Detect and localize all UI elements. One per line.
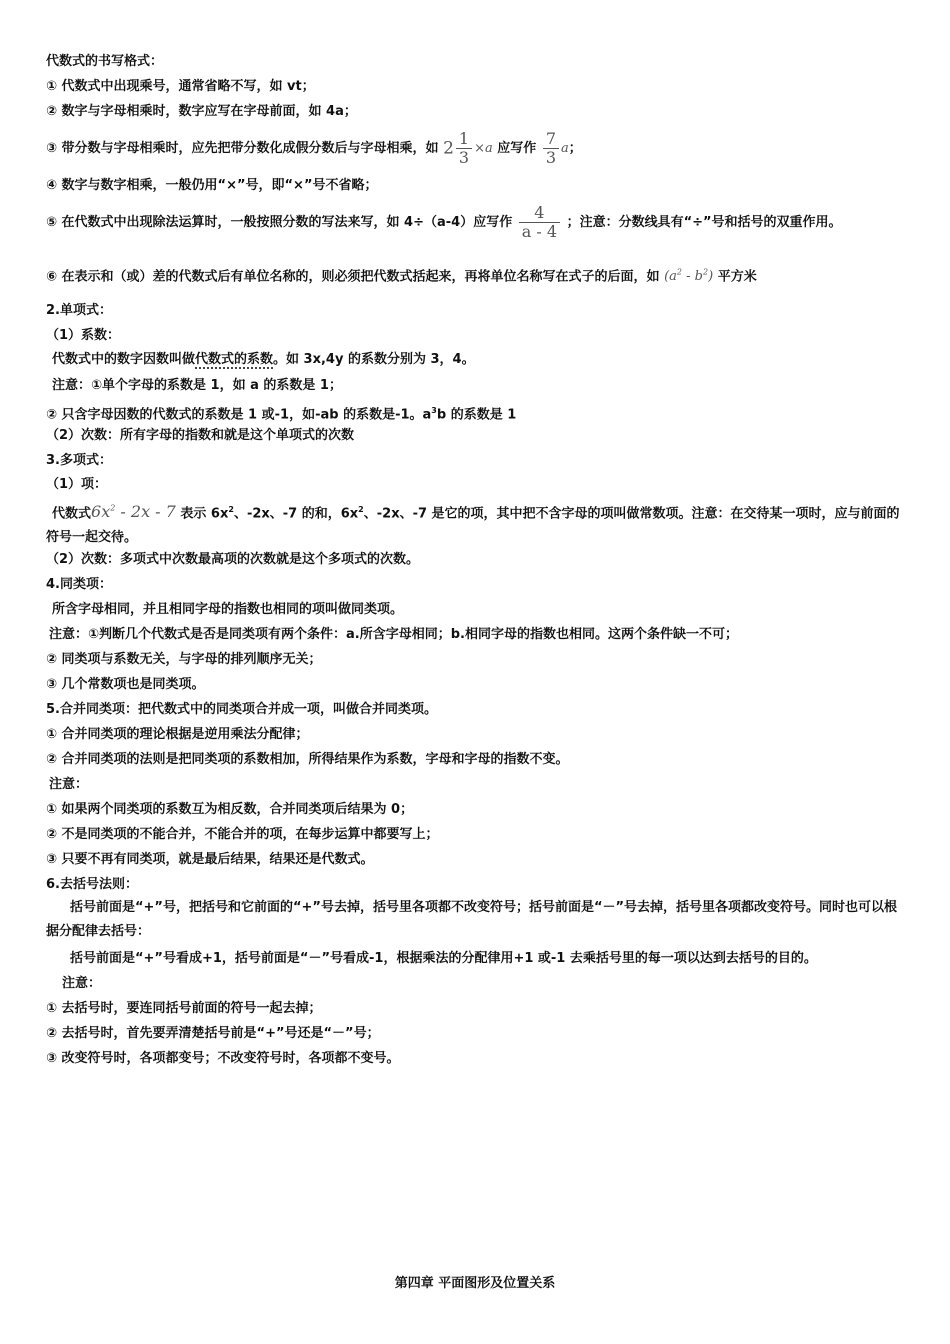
coefficient-note-2: [46, 402, 516, 424]
expr-part: - 2x - 7: [115, 502, 176, 522]
rule-5: [46, 204, 842, 241]
term-text: 代数式: [52, 506, 92, 522]
fraction-denominator: 3: [456, 148, 472, 167]
coefficient-heading: （1）系数：: [46, 328, 121, 343]
rule-4: ④ 数字与数字相乘，一般仍用“×”号，即“×”号不省略；: [46, 178, 378, 193]
section-4-heading: 4.同类项：: [46, 577, 112, 592]
bracket-note-heading: 注意：: [62, 976, 102, 991]
format-heading: 代数式的书写格式：: [46, 54, 164, 69]
bracket-rule-distributive: 括号前面是“+”号看成+1，括号前面是“－”号看成-1，根据乘法的分配律用+1 或-1 去乘括号里的每一项以达到去括号的目的。: [70, 951, 817, 966]
rule-3-end: ；: [568, 141, 582, 156]
bracket-note-1: ① 去括号时，要连同括号前面的符号一起去掉；: [46, 1001, 322, 1016]
rule-3-text: ③ 带分数与字母相乘时，应先把带分数化成假分数后与字母相乘，如: [46, 141, 439, 156]
chapter-title: 第四章 平面图形及位置关系: [394, 1276, 556, 1291]
exponent: 2: [358, 505, 364, 514]
combine-rule-2: ② 合并同类项的法则是把同类项的系数相加，所得结果作为系数，字母和字母的指数不变。: [46, 752, 569, 767]
degree-definition: （2）次数：所有字母的指数和就是这个单项式的次数: [46, 428, 355, 443]
improper-fraction: [543, 130, 559, 167]
expr-part: 6x: [91, 502, 111, 522]
exponent: 2: [228, 505, 234, 514]
variable-a: a: [561, 141, 569, 156]
rule-3-text-2: 应写作: [497, 141, 537, 156]
combine-note-2: ② 不是同类项的不能合并，不能合并的项，在每步运算中都要写上；: [46, 827, 439, 842]
section-6-heading: 6.去括号法则：: [46, 877, 138, 892]
like-terms-definition: 所含字母相同，并且相同字母的指数也相同的项叫做同类项。: [52, 602, 404, 617]
mixed-number-integer: 2: [443, 138, 454, 159]
fraction-numerator: 4: [534, 203, 545, 222]
rule-6: [46, 264, 757, 286]
bracket-note-3: ③ 改变符号时，各项都变号；不改变符号时，各项都不变号。: [46, 1051, 400, 1066]
def-text-2: 。如 3x,4y 的系数分别为 3，4。: [273, 352, 475, 367]
term-definition: [46, 497, 908, 550]
section-2-heading: 2.单项式：: [46, 303, 112, 318]
unit-expression: [664, 269, 713, 284]
section-5-heading: 5.合并同类项：把代数式中的同类项合并成一项，叫做合并同类项。: [46, 702, 437, 717]
combine-note-3: ③ 只要不再有同类项，就是最后结果，结果还是代数式。: [46, 852, 374, 867]
expr-part: - b: [682, 269, 703, 285]
def-text: 代数式中的数字因数叫做: [52, 352, 196, 367]
emphasis-term: 代数式的系数: [195, 352, 274, 367]
note-text: ② 只含字母因数的代数式的系数是 1 或-1，如-ab 的系数是-1。a: [46, 407, 432, 423]
exponent: 2: [702, 268, 709, 277]
fraction-denominator: a - 4: [519, 222, 560, 241]
fraction-numerator: 1: [458, 129, 470, 148]
combine-rule-1: ① 合并同类项的理论根据是逆用乘法分配律；: [46, 727, 309, 742]
fraction-numerator: 7: [545, 129, 557, 148]
rule-6-unit: 平方米: [717, 269, 757, 285]
term-heading: （1）项：: [46, 477, 108, 492]
rule-3: [46, 130, 582, 167]
term-text-3: 、-2x、-7 的和，6x: [233, 506, 359, 522]
variable-a: a: [485, 141, 493, 156]
like-terms-note-2: ② 同类项与系数无关，与字母的排列顺序无关；: [46, 652, 322, 667]
expr-part: (a: [664, 269, 677, 285]
exponent: 2: [110, 504, 116, 513]
expr-part: ): [708, 269, 714, 285]
polynomial-degree: （2）次数：多项式中次数最高项的次数就是这个多项式的次数。: [46, 552, 420, 567]
bracket-note-2: ② 去括号时，首先要弄清楚括号前是“+”号还是“－”号；: [46, 1026, 380, 1041]
fraction-denominator: 3: [543, 148, 559, 167]
like-terms-note-1: 注意：①判断几个代数式是否是同类项有两个条件：a.所含字母相同；b.相同字母的指数也相同。这两个条件缺一不可；: [49, 627, 738, 642]
rule-1: ① 代数式中出现乘号，通常省略不写，如 vt；: [46, 79, 315, 94]
combine-note-1: ① 如果两个同类项的系数互为相反数，合并同类项后结果为 0；: [46, 802, 414, 817]
rule-2: ② 数字与字母相乘时，数字应写在字母前面，如 4a；: [46, 104, 357, 119]
coefficient-definition: [52, 351, 475, 369]
polynomial-expression: [91, 502, 176, 521]
rule-5-text-2: ；注意：分数线具有“÷”号和括号的双重作用。: [566, 215, 842, 230]
like-terms-note-3: ③ 几个常数项也是同类项。: [46, 677, 205, 692]
rule-6-text: ⑥ 在表示和（或）差的代数式后有单位名称的，则必须把代数式括起来，再将单位名称写在式子的后面，如: [46, 269, 660, 285]
term-text-2: 表示 6x: [180, 506, 229, 522]
exponent: 3: [431, 406, 437, 415]
rule-5-text: ⑤ 在代数式中出现除法运算时，一般按照分数的写法来写，如 4÷（a-4）应写作: [46, 215, 513, 230]
combine-note-heading: 注意：: [49, 777, 89, 792]
bracket-rule: 括号前面是“+”号，把括号和它前面的“+”号去掉，括号里各项都不改变符号；括号前面是“－”号去掉，括号里各项都改变符号。同时也可以根据分配律去括号：: [46, 900, 898, 939]
mixed-number-fraction: [456, 130, 472, 167]
coefficient-note-1: 注意：①单个字母的系数是 1，如 a 的系数是 1；: [52, 378, 342, 393]
note-text-2: b 的系数是 1: [436, 407, 517, 423]
term-text-4: 、-2x、-7 是它的项，其中把不含字母的项叫做常数项。注意：在交待某一项时，应与前面的符号一起交待。: [46, 506, 900, 546]
exponent: 2: [676, 268, 682, 277]
section-3-heading: 3.多项式：: [46, 453, 112, 468]
times-sign: ×: [474, 141, 485, 156]
division-fraction: [519, 204, 560, 241]
